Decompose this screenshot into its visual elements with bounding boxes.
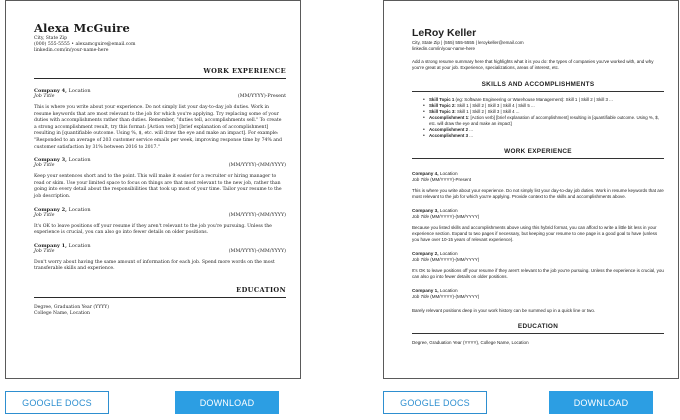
- company-name: Company 4, Location: [34, 88, 91, 94]
- resume-document: [384, 1, 678, 378]
- resume-name: Alexa McGuire: [34, 21, 130, 35]
- contact-line: City, State Zip | (555) 555-5555 | leroykeller@email.com: [412, 40, 524, 45]
- accomplishment-item: • Accomplishment 2 ...: [424, 127, 664, 133]
- contact-line: linkedin.com/in/your-name-here: [34, 48, 109, 53]
- skills-list: [412, 97, 664, 139]
- job-entry: [412, 171, 664, 201]
- section-title-education: EDUCATION: [517, 323, 559, 331]
- job-dates: (MM/YYYY)-(MM/YYYY): [430, 213, 480, 219]
- accomplishment-item: • Accomplishment 3 ...: [424, 133, 664, 139]
- job-description: This is where you write about your experience. Do not simply list your day-to-day job duties. Work in resume keywords that are most relevant to the job for which you're applying. Try replacing some of your duties with accomplishments rather than duties. Remember, "duties tell, accomplishments sell." To create a strong accomplishment result, try this format: [Action verb] [brief explanation of accomplishment] resulting in [quantifiable outcome. Using %, $, etc. will draw the eye and make an impact]. For example: "Responded to an average of 203 customer service emails per week, improving response time by 74% and customer satisfaction by 31% between 2016 to 2017.": [34, 105, 282, 150]
- resume-summary: Add a strong resume summary here that highlights what it is you do: the types of companies you've worked with, and why you're great at your job. Experience, specializations, areas of interest, etc.: [412, 59, 654, 71]
- job-title-line: [34, 213, 286, 219]
- section-divider: [412, 91, 664, 92]
- job-description: It's OK to leave positions off your resume if they aren't relevant to the job you're pursuing. Unless the experience is crucial, you can also go into fewer details on older positions.: [412, 267, 664, 280]
- company-name: Company 2, Location: [412, 250, 458, 256]
- education-degree: Degree, Graduation Year (YYYY): [34, 304, 110, 310]
- section-title-work-experience: WORK EXPERIENCE: [34, 67, 286, 79]
- job-description: Don't worry about having the same amount of information for each job. Spend more words on the most transferable skills and experience.: [34, 259, 275, 272]
- contact-line: City, State Zip: [34, 36, 68, 41]
- section-title-education: EDUCATION: [34, 286, 286, 298]
- skill-item: • Skill Topic 1 (eg: Software Engineering or Warehouse Management): Skill 1 | Skill 2 | Skill 3 ...: [424, 97, 664, 103]
- google-docs-button-leroy[interactable]: GOOGLE DOCS: [383, 391, 487, 414]
- job-title: Job Title: [34, 248, 55, 254]
- company-name: Company 4, Location: [412, 170, 458, 176]
- education-line: Degree, Graduation Year (YYYY), College Name, Location: [412, 340, 529, 346]
- job-description: It's OK to leave positions off your resume if they aren't relevant to the job you're pursuing. Unless the experience is crucial, you can also go into fewer details on older positions.: [34, 223, 272, 236]
- job-title: Job Title: [412, 213, 429, 219]
- job-title: Job Title: [34, 212, 55, 218]
- section-title-work-experience: WORK EXPERIENCE: [412, 148, 664, 159]
- company-name: Company 3, Location: [34, 157, 91, 164]
- accomplishment-item: • Accomplishment 1: [Action verb] [brief explanation of accomplishment] resulting in [quantifiable outcome. Using %, $, etc. will draw the eye and make an impact]: [424, 115, 664, 127]
- job-entry: [34, 88, 286, 151]
- contact-line: (000) 555-5555 • alexamcguire@email.com: [34, 42, 136, 47]
- contact-line: linkedin.com/in/your-name-here: [412, 46, 476, 51]
- job-title-line: [412, 214, 664, 220]
- job-entry: [412, 208, 664, 244]
- company-name: Company 1, Location: [412, 287, 458, 293]
- resume-document: [6, 1, 300, 378]
- job-dates: (MM/YYYY)-(MM/YYYY): [430, 256, 480, 262]
- job-title-line: [34, 163, 286, 169]
- job-description: Keep your sentences short and to the point. This will make it easier for a recruiter or hiring manager to read or skim. Use your limited space to focus on things are that most relevant to the new job, rather than going into every detail about the responsibilities that took up most of your time. Tailor your resume to the job description.: [34, 174, 282, 199]
- section-divider: [412, 333, 664, 334]
- job-entry: [412, 288, 664, 300]
- skill-item: • Skill Topic 2: Skill 1 | Skill 2 | Skill 3 | Skill 4 | Skill 5 ...: [424, 103, 664, 109]
- company-name: Company 2, Location: [34, 206, 91, 213]
- resume-preview-alexa-mcguire[interactable]: [5, 0, 301, 379]
- download-button-alexa[interactable]: DOWNLOAD: [175, 391, 279, 414]
- section-title-skills: SKILLS AND ACCOMPLISHMENTS: [481, 80, 595, 88]
- job-dates: (MM/YYYY)-(MM/YYYY): [430, 293, 480, 299]
- job-description: Because you listed skills and accomplishments above using this hybrid format, you can afford to write a little bit less in your experience section. Expand to two pages if necessary, but keeping your resume to one page is a good goal to have (unless you have over 10-15 years of relevant experience).: [412, 224, 658, 243]
- job-entry: [34, 157, 286, 200]
- job-title-line: [34, 249, 286, 255]
- job-dates: (MM/YYYY)-(MM/YYYY): [228, 163, 286, 169]
- job-dates: (MM/YYYY)-Present: [237, 94, 286, 99]
- job-title-line: [34, 94, 286, 100]
- job-entry: [34, 207, 286, 237]
- job-title: Job Title: [34, 163, 55, 169]
- company-name: Company 3, Location: [412, 207, 458, 213]
- job-dates: (MM/YYYY)-(MM/YYYY): [228, 212, 286, 218]
- job-title-line: [412, 177, 664, 183]
- job-dates: (MM/YYYY)-(MM/YYYY): [228, 248, 286, 254]
- education-school: College Name, Location: [34, 310, 90, 316]
- resume-name: LeRoy Keller: [412, 27, 477, 39]
- job-description: This is where you write about your experience. Do not simply list your day-to-day job duties. Work in resume keywords that are most relevant to the job for which you're applying. Provide context to the skills and accomplishments above.: [412, 187, 664, 200]
- download-button-leroy[interactable]: DOWNLOAD: [549, 391, 653, 414]
- job-title: Job Title: [34, 94, 55, 99]
- skill-item: • Skill Topic 3: Skill 1 | Skill 2 | Skill 3 | Skill 4 ...: [424, 109, 664, 115]
- google-docs-button-alexa[interactable]: GOOGLE DOCS: [5, 391, 109, 414]
- job-title-line: [412, 294, 664, 300]
- job-dates: (MM/YYYY)-Present: [430, 176, 471, 182]
- job-title: Job Title: [412, 256, 429, 262]
- resume-preview-leroy-keller[interactable]: [383, 0, 679, 379]
- job-title: Job Title: [412, 293, 429, 299]
- job-entry: [412, 251, 664, 281]
- job-title: Job Title: [412, 176, 429, 182]
- job-title-line: [412, 257, 664, 263]
- company-name: Company 1, Location: [34, 242, 91, 249]
- job-entry: [34, 243, 286, 273]
- work-history-note: Barely relevant positions deep in your work history can be summed up in a quick line or two.: [412, 307, 596, 313]
